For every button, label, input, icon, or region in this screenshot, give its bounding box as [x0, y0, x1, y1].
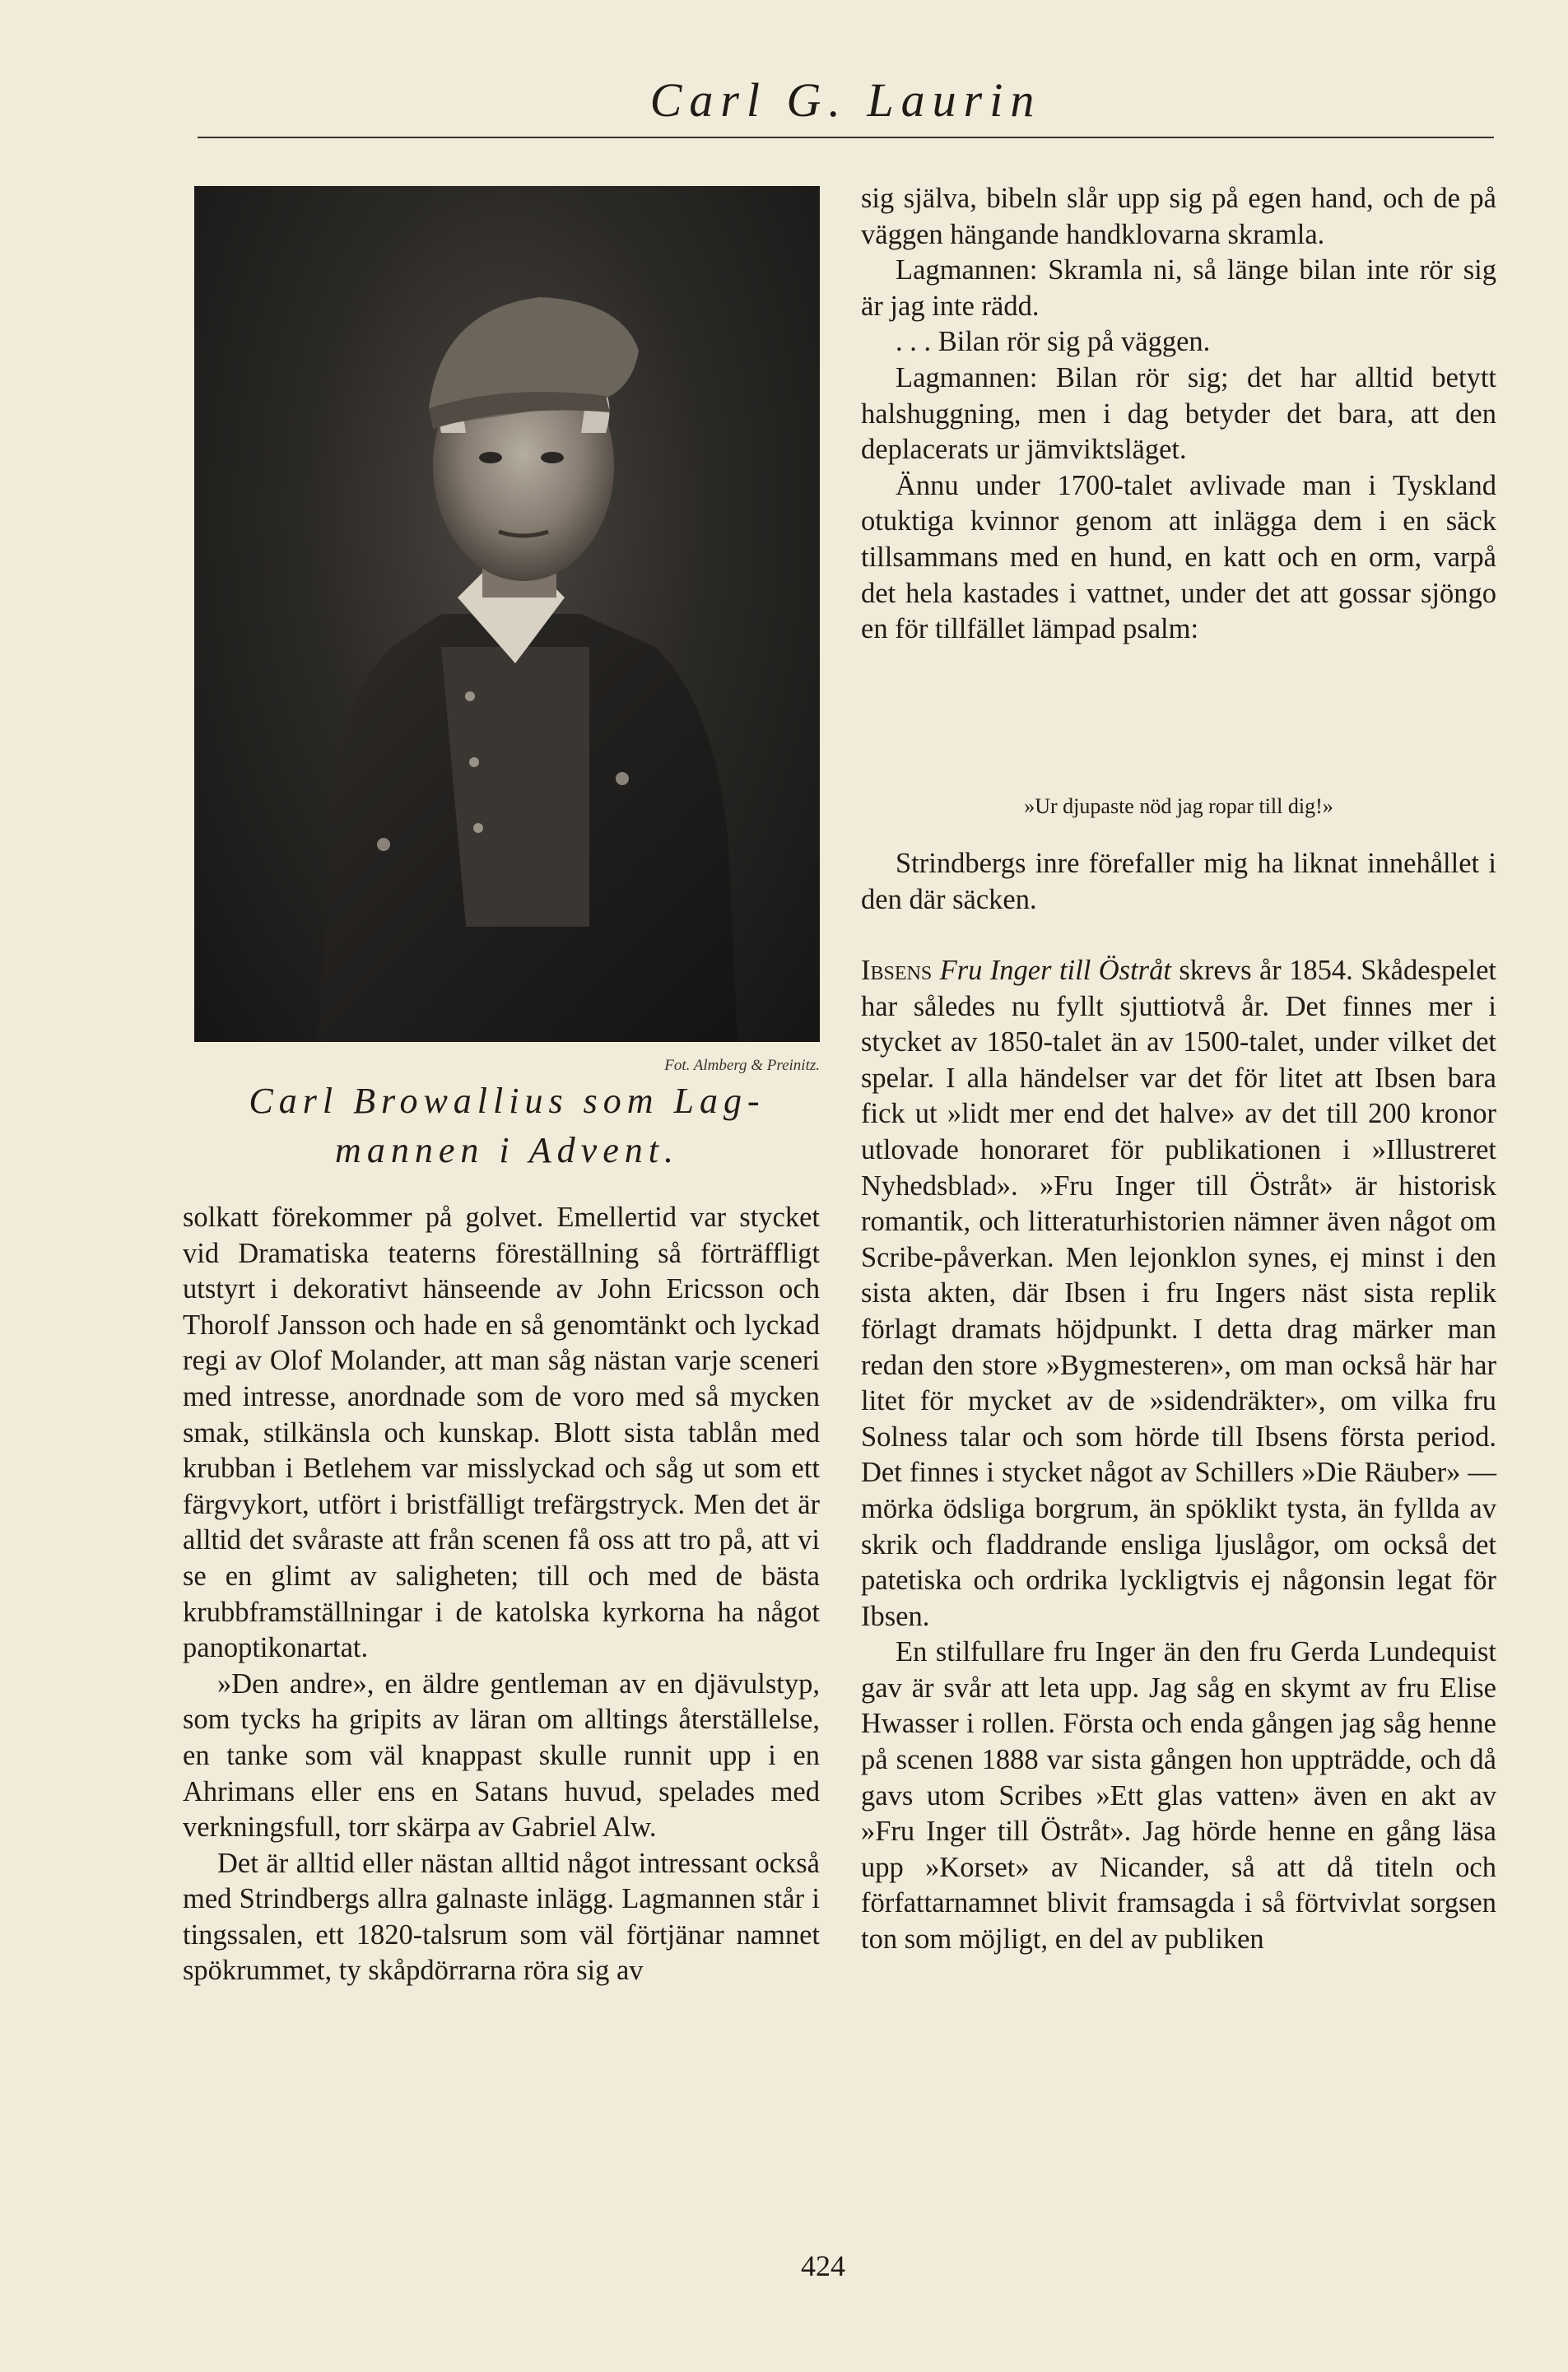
right-column-bottom: [861, 953, 1496, 1958]
paragraph: »Den andre», en äldre gentleman av en djävulstyp, som tycks ha gripits av läran om alltings återställelse, en tanke som väl knappast skulle runnit upp i en Ahrimans eller ens en Satans huvud, spelades med verkningsfull, torr skärpa av Gabriel Alw.: [183, 1667, 820, 1844]
quoted-psalm: »Ur djupaste nöd jag ropar till dig!»: [1024, 794, 1333, 818]
paragraph: . . . Bilan rör sig på väggen.: [896, 326, 1211, 358]
header-rule: [198, 137, 1494, 138]
paragraph-text: skrevs år 1854. Skådespelet har således nu fyllt sjuttiotvå år. Det finnes mer i stycket av 1850-talet än av 1500-talet, under vilket det spelar. I alla händelser var det för litet att Ibsen bara fick ut »lidt mer end det halve» av det till 200 kronor utlovade honoraret för publikationen i »Illustreret Nyhedsblad». »Fru Inger till Östråt» är historisk romantik, och litteraturhistorien nämner även något om Scribe-påverkan. Men lejonklon synes, ej minst i den sista akten, där Ibsen i fru Ingers näst sista replik förlagt dramats höjdpunkt. I detta drag märker man redan den store »Bygmesteren», om man också här har litet för mycket av de »sidendräkter», om vilka fru Solness talar och som hörde till Ibsens första period. Det finnes i stycket något av Schillers »Die Räuber» — mörka ödsliga borgrum, än spöklikt tysta, än fyllda av skrik och fladdrande ensliga ljuslågor, om också det patetiska och ordrika lyckligtvis ej någonsin legat för Ibsen.: [861, 955, 1497, 1632]
paragraph: Det är alltid eller nästan alltid något intressant också med Strindbergs allra galnaste inlägg. Lagmannen står i tingssalen, ett 1820-talsrum som väl förtjänar namnet spökrummet, ty skåpdörrarna röra sig av: [183, 1847, 820, 1987]
paragraph: Lagmannen: Bilan rör sig; det har alltid betytt halshuggning, men i dag betyder det bara, att den deplacerats ur jämviktsläget.: [861, 361, 1496, 466]
paragraph: En stilfullare fru Inger än den fru Gerda Lundequist gav är svår att leta upp. Jag såg en skymt av fru Elise Hwasser i rollen. Första och enda gången jag såg henne på scenen 1888 var sista gången hon uppträdde, och då gavs utom Scribes »Ett glas vatten» även en akt av »Fru Inger till Östråt». Jag hörde henne en gång läsa upp »Korset» av Nicander, så att då titeln och författarnamnet blivit framsagda i så förtvivlat sorgsen ton som möjligt, en del av publiken: [861, 1636, 1496, 1956]
paragraph: sig själva, bibeln slår upp sig på egen hand, och de på väggen hängande handklovarna skramla.: [861, 183, 1496, 250]
right-column-middle: [861, 846, 1496, 918]
caption-line: mannen i Advent.: [335, 1130, 679, 1170]
play-title: Fru Inger till Östråt: [939, 955, 1171, 986]
running-header: Carl G. Laurin: [649, 73, 1042, 127]
photo-credit: Fot. Almberg & Preinitz.: [664, 1057, 820, 1074]
left-column: [183, 1200, 820, 1989]
paragraph: solkatt förekommer på golvet. Emellertid var stycket vid Dramatiska teaterns föreställning så förträffligt utstyrt i dekorativt hänseende av John Ericsson och Thorolf Jansson och hade en så genomtänkt och lyckad regi av Olof Molander, att man såg nästan varje sceneri med intresse, anordnade som de voro med så mycken smak, stilkänsla och kunskap. Blott sista tablån med krubban i Betlehem var misslyckad och såg ut som ett färgvykort, utfört i bristfälligt trefärgstryck. Men det är alltid det svåraste att från scenen få oss att tro på, att vi se en glimt av saligheten; till och med de bästa krubbframställningar i de katolska kyrkorna ha något panoptikonartat.: [183, 1202, 820, 1664]
page-number: 424: [801, 2249, 845, 2282]
paragraph: [861, 953, 1496, 1635]
paragraph: Strindbergs inre förefaller mig ha liknat innehållet i den där säcken.: [861, 848, 1496, 915]
portrait-illustration: [194, 186, 820, 1042]
paragraph: Lagmannen: Skramla ni, så länge bilan inte rör sig är jag inte rädd.: [861, 254, 1496, 322]
caption-line: Carl Browallius som Lag-: [249, 1081, 765, 1121]
right-column-top: [861, 181, 1496, 648]
author-name: Ibsens: [861, 955, 933, 986]
paragraph: Ännu under 1700-talet avlivade man i Tyskland otuktiga kvinnor genom att inlägga dem i en säck tillsammans med en hund, en katt och en orm, varpå det hela kastades i vattnet, under det att gossar sjöngo en för tillfället lämpad psalm:: [861, 469, 1496, 645]
figure-caption: [194, 1077, 820, 1175]
portrait-photo: [194, 186, 820, 1042]
